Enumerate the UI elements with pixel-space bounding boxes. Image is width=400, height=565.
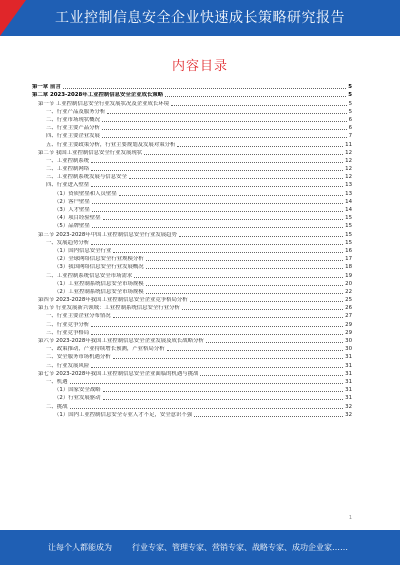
toc-entry-page: 31: [345, 354, 352, 361]
toc-entry[interactable]: [32, 131, 352, 139]
toc-entry-title: 第四节 2023-2028年我国工业控制信息安全企业竞争格局分析: [38, 297, 188, 304]
toc-entry[interactable]: [32, 229, 352, 237]
toc-entry-page: 31: [345, 362, 352, 369]
toc-entry-page: 12: [345, 166, 352, 173]
toc-dot-leader: [70, 408, 344, 409]
toc-entry-title: （4）项目经验壁垒: [54, 215, 101, 222]
toc-entry[interactable]: [32, 172, 352, 180]
toc-entry-page: 20: [345, 280, 352, 287]
toc-entry[interactable]: [32, 197, 352, 205]
toc-entry-title: 二、安全服务市场机遇分析: [46, 354, 111, 361]
toc-entry-title: 二、行业市场现状概况: [46, 116, 100, 123]
toc-entry-title: （5）品牌壁垒: [54, 223, 90, 230]
toc-entry[interactable]: [32, 328, 352, 336]
toc-entry[interactable]: [32, 123, 352, 131]
toc-dot-leader: [91, 334, 343, 335]
toc-entry-title: 五、行业主要政策分析，行业主要规划及发展对策分析: [46, 141, 176, 148]
toc-entry[interactable]: [32, 156, 352, 164]
toc-entry-page: 12: [345, 149, 352, 156]
toc-entry-title: （2）工业控制系统信息安全市场规模: [54, 288, 144, 295]
toc-dot-leader: [179, 236, 343, 237]
toc-entry-page: 15: [345, 239, 352, 246]
toc-dot-leader: [102, 137, 347, 138]
toc-entry-title: （3）人才壁垒: [54, 207, 90, 213]
toc-entry-title: 第二章 2023-2028年工业控制信息安全企业成长策略: [32, 92, 164, 99]
toc-entry[interactable]: [32, 139, 352, 147]
toc-entry[interactable]: [32, 213, 352, 221]
toc-entry[interactable]: [32, 360, 352, 368]
toc-entry-page: 30: [345, 346, 352, 353]
toc-entry[interactable]: [32, 262, 352, 270]
toc-entry[interactable]: [32, 164, 352, 172]
toc-entry-title: （1）国内信息安全行业: [54, 247, 112, 254]
toc-entry-title: 二、挑战: [46, 403, 68, 410]
toc-entry-page: 6: [348, 125, 352, 132]
toc-dot-leader: [63, 88, 346, 89]
toc-entry-page: 31: [345, 387, 352, 394]
toc-entry-page: 5: [348, 100, 352, 107]
toc-entry-page: 14: [345, 207, 352, 213]
toc-entry-title: 第二节 我国工业控制信息安全行业发展现状: [38, 149, 143, 156]
toc-entry-page: 31: [345, 378, 352, 385]
toc-entry-page: 31: [345, 370, 352, 377]
toc-dot-leader: [146, 293, 343, 294]
toc-entry[interactable]: [32, 246, 352, 254]
toc-entry-title: （1）资质壁垒和人员壁垒: [54, 190, 117, 197]
toc-dot-leader: [134, 277, 343, 278]
toc-entry-page: 32: [345, 411, 352, 418]
toc-entry-title: 第一章 前言: [32, 84, 61, 91]
toc-entry-page: 22: [345, 288, 352, 295]
toc-entry-page: 29: [345, 329, 352, 336]
toc-entry-title: 三、行业主要产品分析: [46, 125, 100, 132]
toc-dot-leader: [103, 219, 344, 220]
toc-entry[interactable]: [32, 336, 352, 344]
toc-dot-leader: [165, 96, 346, 97]
toc-entry-page: 15: [345, 215, 352, 222]
toc-dot-leader: [146, 285, 343, 286]
toc-dot-leader: [190, 301, 343, 302]
toc-entry-page: 13: [345, 182, 352, 189]
toc-entry[interactable]: [32, 303, 352, 311]
toc-dot-leader: [206, 342, 343, 343]
toc-entry[interactable]: [32, 344, 352, 352]
toc-entry-page: 7: [348, 133, 352, 140]
toc-entry[interactable]: [32, 369, 352, 377]
toc-entry[interactable]: [32, 82, 352, 90]
toc-entry-page: 12: [345, 157, 352, 164]
toc-entry[interactable]: [32, 287, 352, 295]
toc-entry-page: 15: [345, 223, 352, 230]
toc-dot-leader: [70, 383, 344, 384]
footer-slogan-right: 行业专家、管理专家、营销专家、战略专家、成功企业家……: [132, 543, 348, 552]
toc-dot-leader: [200, 375, 343, 376]
toc-entry[interactable]: [32, 238, 352, 246]
toc-dot-leader: [92, 227, 343, 228]
toc-dot-leader: [167, 350, 344, 351]
toc-dot-leader: [91, 244, 343, 245]
toc-dot-leader: [103, 391, 344, 392]
toc-dot-leader: [182, 309, 343, 310]
toc-entry-page: 26: [345, 305, 352, 312]
toc-entry-page: 12: [345, 174, 352, 181]
page-number-mark: 1: [348, 515, 352, 521]
toc-entry-title: 三、工业控制系统发展与信息安全: [46, 174, 127, 181]
toc-entry[interactable]: [32, 221, 352, 229]
toc-dot-leader: [113, 317, 343, 318]
toc-dot-leader: [107, 113, 346, 114]
toc-entry[interactable]: [32, 295, 352, 303]
toc-entry[interactable]: [32, 115, 352, 123]
toc-entry[interactable]: [32, 148, 352, 156]
table-of-contents: [32, 82, 352, 418]
toc-entry[interactable]: [32, 319, 352, 327]
footer-slogan-left: 让每个人都能成为: [48, 543, 112, 552]
report-title: 工业控制信息安全企业快速成长策略研究报告: [55, 10, 345, 26]
toc-entry-page: 5: [348, 108, 352, 115]
toc-entry[interactable]: [32, 352, 352, 360]
toc-entry-page: 11: [345, 141, 352, 148]
toc-entry-page: 31: [345, 395, 352, 402]
toc-entry-page: 15: [345, 231, 352, 238]
toc-entry-title: 三、行业竞争格局: [46, 329, 90, 336]
toc-entry[interactable]: [32, 385, 352, 393]
toc-dot-leader: [129, 178, 343, 179]
toc-entry-title: （1）工业控制系统信息安全市场规模: [54, 280, 144, 287]
toc-entry[interactable]: [32, 254, 352, 262]
toc-entry[interactable]: [32, 270, 352, 278]
toc-dot-leader: [113, 358, 343, 359]
toc-entry-page: 6: [348, 116, 352, 123]
toc-entry[interactable]: [32, 180, 352, 188]
toc-entry-page: 5: [348, 84, 352, 91]
toc-title: 内容目录: [171, 59, 228, 74]
toc-entry[interactable]: [32, 393, 352, 401]
toc-entry-title: 第三节 2023-2028年中国工业控制信息安全行业发展趋势: [38, 231, 177, 238]
toc-dot-leader: [144, 154, 343, 155]
toc-entry[interactable]: [32, 205, 352, 213]
toc-dot-leader: [91, 367, 343, 368]
toc-entry-page: 19: [345, 272, 352, 279]
toc-entry-title: 一、机遇: [46, 378, 68, 385]
toc-entry-title: （2）客户壁垒: [54, 198, 90, 205]
toc-entry-title: 第七节 2023-2028年我国工业控制信息安全企业面临的机遇与挑战: [38, 370, 199, 377]
toc-dot-leader: [91, 326, 343, 327]
toc-entry-title: 第六节 2023-2028年我国工业控制信息安全企业发展及成长战略分析: [38, 338, 204, 344]
toc-dot-leader: [146, 260, 343, 261]
toc-entry-page: 25: [345, 297, 352, 304]
toc-entry-page: 18: [345, 264, 352, 271]
toc-entry[interactable]: [32, 311, 352, 319]
footer-slogan: [48, 530, 348, 565]
toc-entry[interactable]: [32, 98, 352, 106]
toc-dot-leader: [91, 170, 343, 171]
toc-dot-leader: [177, 146, 343, 147]
toc-entry-page: 14: [345, 198, 352, 205]
toc-entry-title: （2）全球网络信息安全行业规模分析: [54, 256, 144, 263]
toc-entry-page: 13: [345, 190, 352, 197]
toc-entry-title: 三、行业发展风险: [46, 362, 90, 369]
toc-dot-leader: [102, 121, 347, 122]
toc-entry-page: 17: [345, 256, 352, 263]
toc-dot-leader: [119, 195, 343, 196]
toc-entry-title: 一、行业主要企业分布情况: [46, 313, 111, 320]
toc-entry-page: 32: [345, 403, 352, 410]
toc-entry[interactable]: [32, 107, 352, 115]
toc-entry-title: 二、行业竞争分析: [46, 321, 90, 328]
toc-dot-leader: [146, 268, 343, 269]
toc-entry-title: 二、工业控制系统信息安全市场需求: [46, 272, 133, 279]
toc-dot-leader: [102, 129, 347, 130]
toc-entry-title: （2）行业发展驱动: [54, 395, 101, 402]
toc-entry-title: 四、行业进入壁垒: [46, 182, 90, 189]
toc-entry[interactable]: [32, 188, 352, 196]
toc-entry-title: （3）我国网络信息安全行业发展概况: [54, 264, 144, 271]
toc-dot-leader: [91, 162, 343, 163]
toc-entry[interactable]: [32, 90, 352, 98]
toc-entry-page: 16: [345, 247, 352, 254]
toc-dot-leader: [91, 186, 343, 187]
toc-entry[interactable]: [32, 401, 352, 409]
toc-entry-title: 一、政策推动，产业持续增长预测，产业格局分析: [46, 346, 165, 353]
toc-dot-leader: [103, 399, 344, 400]
toc-dot-leader: [171, 105, 346, 106]
footer-bar: [0, 530, 400, 565]
header-bar: [0, 0, 400, 36]
toc-entry-title: 四、行业主要企业发展: [46, 133, 100, 140]
toc-entry-page: 30: [345, 338, 352, 344]
toc-entry-title: 一、行业产品及服务分析: [46, 108, 106, 115]
toc-entry-title: （1）国内工业控制信息安全专业人才不足，安全意识不强: [54, 411, 193, 418]
toc-entry-title: 一、发展趋势分析: [46, 239, 90, 246]
toc-entry-page: 27: [345, 313, 352, 320]
toc-entry-title: （1）国家安全战略: [54, 387, 101, 394]
toc-dot-leader: [92, 211, 343, 212]
toc-entry[interactable]: [32, 410, 352, 418]
toc-dot-leader: [113, 252, 343, 253]
toc-entry-title: 第五节 行业发展新兴领域：工业控制系统信息安全行业分析: [38, 305, 180, 312]
toc-entry[interactable]: [32, 279, 352, 287]
toc-dot-leader: [194, 416, 343, 417]
toc-entry-page: 5: [348, 92, 352, 99]
toc-entry[interactable]: [32, 377, 352, 385]
toc-entry-title: 二、工业控制网络: [46, 166, 90, 173]
toc-dot-leader: [92, 203, 343, 204]
toc-entry-title: 第一节 工业控制信息安全行业发展状况及企业成长环境: [38, 100, 170, 107]
toc-entry-page: 29: [345, 321, 352, 328]
toc-entry-title: 一、工业控制系统: [46, 157, 90, 164]
